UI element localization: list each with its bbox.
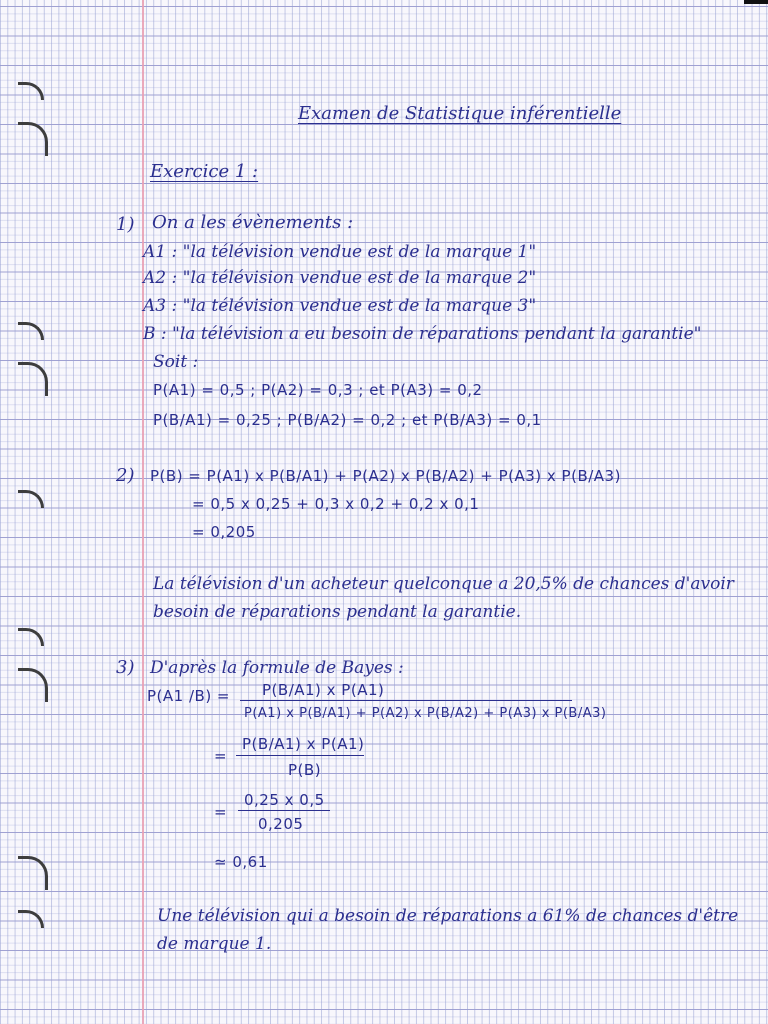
q2-conclusion-line-2: besoin de réparations pendant la garantie. xyxy=(153,602,522,622)
q2-substitution: = 0,5 x 0,25 + 0,3 x 0,2 + 0,2 x 0,1 xyxy=(192,495,480,513)
q3-intro: D'après la formule de Bayes : xyxy=(150,658,404,678)
event-a3: A3 : "la télévision vendue est de la marque 3" xyxy=(143,296,537,316)
equals-sign-2: = xyxy=(214,747,228,765)
question-number-1: 1) xyxy=(116,214,135,235)
binder-hole xyxy=(18,322,44,340)
event-a1: A1 : "la télévision vendue est de la marque 1" xyxy=(143,242,537,262)
binder-hole xyxy=(18,628,44,646)
exercise-heading: Exercice 1 : xyxy=(150,161,259,182)
q3-conclusion-line-1: Une télévision qui a besoin de réparations a 61% de chances d'être xyxy=(157,906,739,926)
page-title: Examen de Statistique inférentielle xyxy=(298,103,622,124)
event-b: B : "la télévision a eu besoin de réparations pendant la garantie" xyxy=(143,324,702,344)
q2-result: = 0,205 xyxy=(192,523,256,541)
question-number-3: 3) xyxy=(116,657,135,678)
bayes-denominator-3: 0,205 xyxy=(258,815,304,833)
probabilities-line-2: P(B/A1) = 0,25 ; P(B/A2) = 0,2 ; et P(B/A3) = 0,1 xyxy=(153,411,542,429)
fraction-bar-1 xyxy=(240,700,572,701)
fraction-bar-2 xyxy=(236,755,364,756)
margin-line xyxy=(142,0,144,1024)
bayes-result: ≃ 0,61 xyxy=(214,853,268,871)
bayes-denominator-1: P(A1) x P(B/A1) + P(A2) x P(B/A2) + P(A3) x P(B/A3) xyxy=(244,706,607,721)
binder-hole xyxy=(18,490,44,508)
q3-conclusion-line-2: de marque 1. xyxy=(157,934,272,954)
question-number-2: 2) xyxy=(116,465,135,486)
binder-hole xyxy=(18,910,44,928)
corner-mark xyxy=(744,0,768,4)
soit-label: Soit : xyxy=(153,352,199,372)
binder-hole xyxy=(18,668,48,702)
bayes-numerator-2: P(B/A1) x P(A1) xyxy=(242,735,365,753)
binder-hole xyxy=(18,362,48,396)
q1-intro: On a les évènements : xyxy=(152,212,354,233)
binder-hole xyxy=(18,122,48,156)
bayes-denominator-2: P(B) xyxy=(288,761,322,779)
binder-hole xyxy=(18,82,44,100)
bayes-lhs: P(A1 /B) = xyxy=(147,687,231,705)
binder-hole xyxy=(18,856,48,890)
probabilities-line-1: P(A1) = 0,5 ; P(A2) = 0,3 ; et P(A3) = 0,2 xyxy=(153,381,483,399)
q2-formula: P(B) = P(A1) x P(B/A1) + P(A2) x P(B/A2) + P(A3) x P(B/A3) xyxy=(150,467,621,485)
bayes-numerator-1: P(B/A1) x P(A1) xyxy=(262,681,385,699)
q2-conclusion-line-1: La télévision d'un acheteur quelconque a 20,5% de chances d'avoir xyxy=(153,574,734,594)
bayes-numerator-3: 0,25 x 0,5 xyxy=(244,791,325,809)
event-a2: A2 : "la télévision vendue est de la marque 2" xyxy=(143,268,537,288)
equals-sign-3: = xyxy=(214,803,228,821)
fraction-bar-3 xyxy=(238,810,330,811)
